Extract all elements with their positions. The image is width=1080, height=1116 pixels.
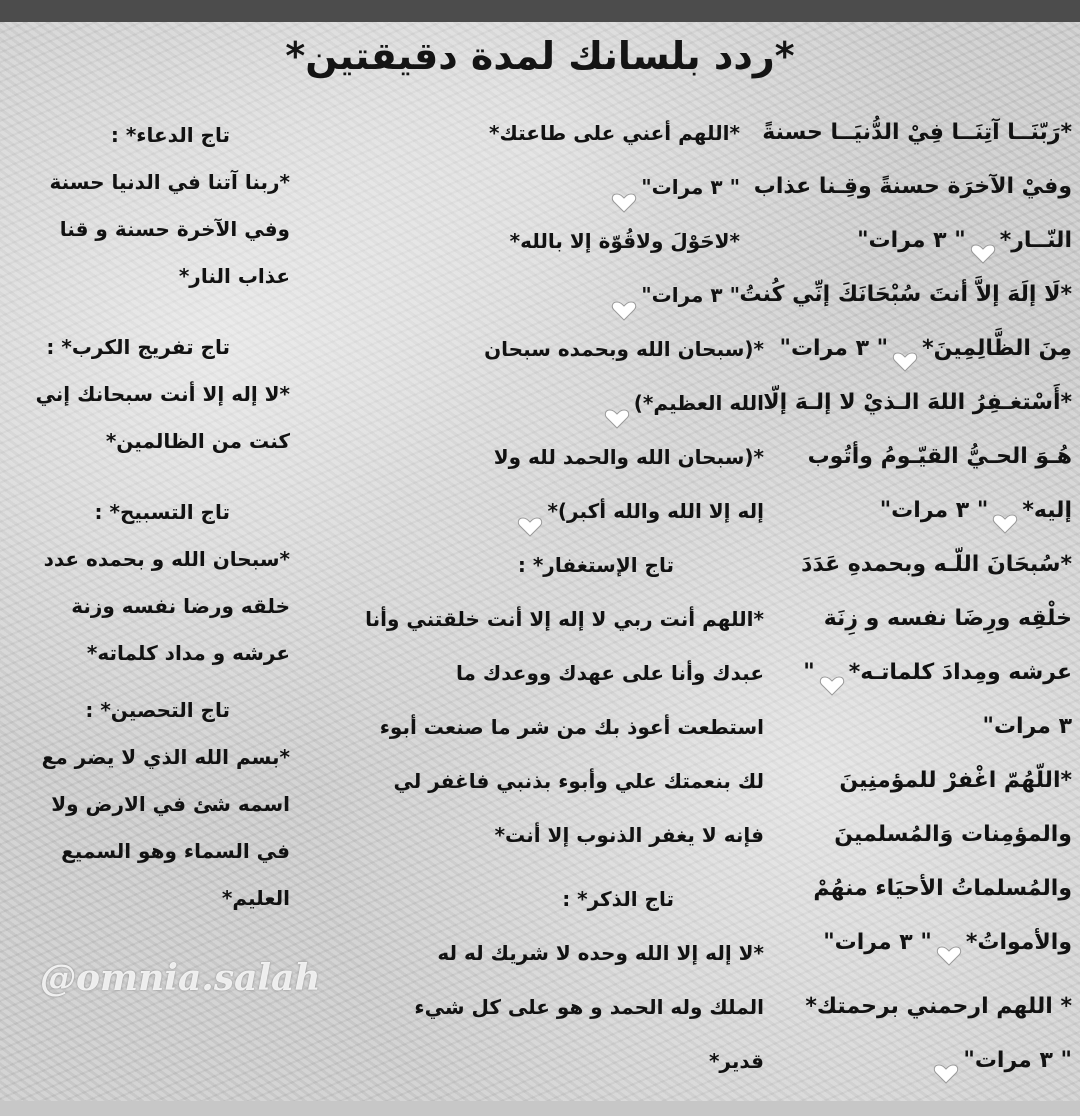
repeat-count: " ٣ مرات"	[857, 228, 966, 253]
dua-line	[324, 376, 764, 430]
dua-line: *(سبحان الله والحمد لله ولا	[493, 445, 764, 469]
dua-line: *ربنا آتنا في الدنيا حسنة	[49, 170, 290, 194]
dua-line: عذاب النار*	[178, 264, 290, 288]
dua-line: *بسم الله الذي لا يضر مع	[41, 745, 290, 769]
dua-line: قدير*	[708, 1049, 764, 1073]
left-column	[5, 112, 290, 922]
dua-line	[732, 322, 1072, 376]
content-panel	[0, 22, 1080, 1101]
dua-line	[324, 268, 740, 322]
repeat-count: " ٣ مرات"	[641, 283, 740, 307]
white-heart-icon	[819, 663, 845, 683]
dua-line: خلْقِه ورِضَا نفسه و زِنَة	[823, 606, 1072, 631]
dua-line: خلقه ورضا نفسه وزنة	[71, 594, 290, 618]
page-title: *ردد بلسانك لمدة دقيقتين*	[285, 34, 795, 78]
dua-text: النّــار*	[999, 228, 1072, 253]
repeat-count: " ٣ مرات"	[879, 498, 989, 523]
dua-line: لك بنعمتك علي وأبوء بذنبي فاغفر لي	[393, 769, 764, 793]
dua-line: والمُسلماتُ الأحيَاء منهُمْ	[813, 876, 1072, 901]
dua-line	[732, 916, 1072, 970]
dua-line: *(سبحان الله وبحمده سبحان	[484, 337, 764, 361]
dua-text: إله إلا الله والله أكبر)*	[547, 499, 764, 523]
spacer	[5, 300, 290, 324]
spacer	[732, 970, 1072, 980]
repeat-count: " ٣ مرات"	[641, 175, 740, 199]
white-heart-icon	[970, 231, 996, 251]
dua-line: *اللّهُمّ اغْفرْ للمؤمنِينَ	[839, 768, 1072, 793]
dua-line: *اللهم أنت ربي لا إله إلا أنت خلقتني وأنا	[365, 607, 764, 631]
dua-line: *سُبحَانَ اللّـه وبحمدهِ عَدَدَ	[801, 552, 1072, 577]
bottom-frame-bar	[0, 1101, 1080, 1116]
dua-line: ٣ مرات"	[982, 714, 1072, 739]
white-heart-icon	[933, 1051, 959, 1071]
dua-text: الله العظيم*)	[633, 391, 764, 415]
section-heading: تاج الذكر* :	[562, 887, 674, 911]
dua-text: مِنَ الظَّالِمِينَ*	[922, 336, 1072, 361]
dua-line: *اللهم أعني على طاعتك*	[489, 121, 740, 145]
section-heading: تاج التحصين* :	[85, 698, 230, 722]
dua-line	[732, 214, 1072, 268]
spacer	[5, 677, 290, 687]
dua-line	[732, 484, 1072, 538]
dua-line	[324, 484, 764, 538]
white-heart-icon	[992, 501, 1018, 521]
spacer	[5, 465, 290, 489]
dua-line: عرشه و مداد كلماته*	[86, 641, 290, 665]
watermark: @omnia.salah	[40, 957, 321, 999]
dua-line: *لا إله إلا الله وحده لا شريك له له	[437, 941, 764, 965]
top-frame-bar	[0, 0, 1080, 22]
dua-line: اسمه شئ في الارض ولا	[51, 792, 290, 816]
section-heading: تاج تفريج الكرب* :	[46, 335, 230, 359]
dua-line: استطعت أعوذ بك من شر ما صنعت أبوء	[379, 715, 764, 739]
repeat-count: " ٣ مرات"	[823, 930, 932, 955]
dua-line: *رَبّنَــا آتِنَــا فِيْ الدُّنيَــا حسنةً	[762, 120, 1072, 145]
section-heading: تاج التسبيح* :	[94, 500, 230, 524]
dua-line: والمؤمِنات وَالمُسلمينَ	[834, 822, 1072, 847]
middle-column	[324, 106, 764, 1088]
dua-line: *لَا إلَهَ إلاَّ أنتَ سُبْحَانَكَ إنِّي كُنتُ	[739, 282, 1072, 307]
dua-line: الملك وله الحمد و هو على كل شيء	[414, 995, 764, 1019]
white-heart-icon	[892, 339, 918, 359]
white-heart-icon	[611, 179, 637, 199]
spacer	[324, 862, 764, 872]
dua-text: عرشه ومِدادَ كلماتـه*	[848, 660, 1072, 685]
dua-line: *سبحان الله و بحمده عدد	[43, 547, 290, 571]
dua-text: إليه*	[1022, 498, 1072, 523]
dua-line: *لاحَوْلَ ولاقُوّة إلا بالله*	[509, 229, 740, 253]
repeat-count: "	[803, 660, 815, 685]
white-heart-icon	[936, 933, 962, 953]
repeat-count: " ٣ مرات"	[963, 1048, 1072, 1073]
dua-line: في السماء وهو السميع	[61, 839, 290, 863]
dua-text: والأمواتُ*	[965, 930, 1072, 955]
dua-line: فإنه لا يغفر الذنوب إلا أنت*	[494, 823, 764, 847]
dua-line: وفي الآخرة حسنة و قنا	[59, 217, 290, 241]
dua-line: * اللهم ارحمني برحمتك*	[805, 994, 1072, 1019]
section-heading: تاج الإستغفار* :	[517, 553, 674, 577]
dua-line	[732, 646, 1072, 700]
dua-line	[732, 1034, 1072, 1088]
dua-line: العليم*	[221, 886, 290, 910]
dua-line: *أَسْتغـفِرُ اللهَ الـذيْ لا إلـهَ إلّا	[763, 390, 1072, 415]
dua-line: *لا إله إلا أنت سبحانك إني	[35, 382, 290, 406]
dua-line: عبدك وأنا على عهدك ووعدك ما	[456, 661, 764, 685]
white-heart-icon	[611, 287, 637, 307]
dua-line: كنت من الظالمين*	[105, 429, 290, 453]
right-column	[732, 106, 1072, 1088]
dua-line: هُـوَ الحـيُّ القيّـومُ وأتُوب	[807, 444, 1072, 469]
dua-line	[324, 160, 740, 214]
white-heart-icon	[517, 503, 543, 523]
repeat-count: " ٣ مرات"	[779, 336, 889, 361]
dua-line: وفيْ الآخرَة حسنةً وقِـنا عذاب	[753, 174, 1072, 199]
section-heading: تاج الدعاء* :	[110, 123, 230, 147]
white-heart-icon	[604, 395, 630, 415]
